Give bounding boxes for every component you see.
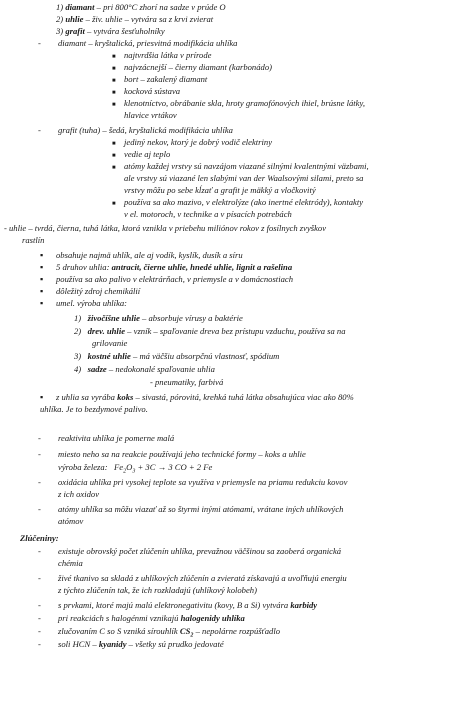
bullet-icon: [112, 196, 116, 210]
top-list-item-3: [56, 25, 165, 37]
iron-formula: $Fe_2O_3 + 3C \to 3$ CO + 2 Fe: [114, 462, 213, 475]
term: živočíšne uhlie: [87, 313, 140, 323]
top-list-item-2: [56, 13, 213, 25]
halogen-prefix: pri reakciách s halogénmi vznikajú: [58, 613, 181, 623]
zluceniny-item: [58, 599, 317, 611]
grafit-item: vedie aj teplo: [124, 149, 171, 159]
dash-marker: -: [38, 477, 41, 487]
grafit-item-continuation: vrstvy môžu po sebe kĺzať a grafit je mäkký a vločkovitý: [124, 185, 316, 195]
list-number: 3): [74, 351, 82, 361]
bullet-icon: [112, 160, 116, 174]
bullet-icon: [40, 391, 43, 403]
list-number: 1): [56, 2, 64, 12]
uhlie-item: [56, 261, 292, 273]
umel-item-4-continuation: - pneumatiky, farbivá: [150, 377, 224, 387]
grafit-item-continuation: v el. motoroch, v technike a v písacích potrebách: [124, 209, 292, 219]
diamant-heading: diamant – kryštalická, priesvitná modifikácia uhlíka: [58, 38, 238, 48]
umel-item-1: [74, 312, 243, 324]
dash-marker: -: [38, 613, 41, 623]
definition: – nedokonalé spaľovanie uhlia: [106, 364, 215, 374]
cs2-prefix: zlučovaním C so S vzniká sírouhlík: [58, 626, 180, 636]
list-number: 2): [56, 14, 64, 24]
definition: – pri 800°C zhorí na sadze v prúde O: [94, 2, 226, 12]
zluceniny-item: [58, 638, 224, 650]
list-number: 3): [56, 26, 64, 36]
term: drev. uhlie: [87, 326, 126, 336]
karbidy-term: karbidy: [290, 600, 318, 610]
koks-prefix: z uhlia sa vyrába: [56, 392, 118, 402]
bullet-icon: [40, 261, 43, 273]
list-number: 1): [74, 313, 82, 323]
karbidy-prefix: s prvkami, ktoré majú malú elektronegativitu (kovy, B a Si) vytvára: [58, 600, 291, 610]
dash-marker: -: [38, 449, 41, 459]
term: kostné uhlie: [87, 351, 131, 361]
grafit-item: atómy každej vrstvy sú navzájom viazané silnými kvalentnými väzbami,: [124, 161, 369, 171]
props-item-continuation: atómov: [58, 516, 84, 526]
props-item: atómy uhlíka sa môžu viazať až so štyrmi inými atómami, vrátane iných uhlíkových: [58, 504, 344, 514]
term: sadze: [87, 364, 107, 374]
diamant-item: najvzácnejší – čierny diamant (karbonádo): [124, 62, 272, 72]
kyanidy-term: kyanidy: [98, 639, 127, 649]
umel-item-3: [74, 350, 279, 362]
bullet-icon: [40, 297, 43, 309]
uhlie-heading: - uhlie – tvrdá, čierna, tuhá látka, ktorá vznikla v priebehu miliónov rokov z fosílnych zvyškov: [4, 223, 327, 233]
koks-term: koks: [117, 392, 134, 402]
halogen-term: halogenidy uhlíka: [180, 613, 245, 623]
definition: – živ. uhlie – vytvára sa z krvi zvierat: [83, 14, 214, 24]
zluceniny-item: existuje obrovský počet zlúčenín uhlíka, prevažnou väčšinou sa zaoberá organická: [58, 546, 342, 556]
dash-marker: -: [38, 546, 41, 556]
top-list-item-1: [56, 1, 226, 13]
uhlie-heading-continuation: rastlín: [22, 235, 45, 245]
uhlie-item: používa sa ako palivo v elektrárňach, v priemysle a v domácnostiach: [56, 274, 293, 284]
diamant-item: najtvrdšia látka v prírode: [124, 50, 212, 60]
zluceniny-heading: Zlúčeniny:: [20, 533, 59, 543]
term: uhlie: [65, 14, 84, 24]
definition: – vytvára šesťuholníky: [84, 26, 165, 36]
grafit-heading: grafit (tuha) – šedá, kryštalická modifikácia uhlíka: [58, 125, 233, 135]
uhlie-item: dôležitý zdroj chemikálií: [56, 286, 141, 296]
dash-marker: -: [38, 433, 41, 443]
diamant-item: klenotníctvo, obrábanie skla, hroty gramofónových ihiel, brúsne látky,: [124, 98, 365, 108]
cs2-rest: – nepolárne rozpúšťadlo: [193, 626, 281, 636]
grafit-item: používa sa ako mazivo, v elektrolýze (ako inertné elektródy), kontakty: [124, 197, 364, 207]
zluceniny-item: [58, 612, 245, 624]
koks-line: [56, 391, 354, 403]
cs2-formula: $CS_2$: [179, 626, 194, 639]
umel-item-2: [74, 325, 346, 337]
definition: – má väčšiu absorpčnú vlastnosť, spódium: [130, 351, 280, 361]
dash-marker: -: [38, 504, 41, 514]
term: diamant: [65, 2, 95, 12]
dash-marker: -: [38, 600, 41, 610]
zluceniny-item-continuation: chémia: [58, 558, 83, 568]
diamant-item: bort – zakalený diamant: [124, 74, 208, 84]
umel-item-4: [74, 363, 215, 375]
zluceniny-item: živé tkanivo sa skladá z uhlíkových zlúčenín a zvieratá získavajú a uvoľňujú energiu: [58, 573, 347, 583]
definition: – absorbuje vírusy a baktérie: [139, 313, 243, 323]
uhlie-druhy-prefix: 5 druhov uhlia:: [56, 262, 112, 272]
props-item: miesto neho sa na reakcie používajú jeho technické formy – koks a uhlie: [58, 449, 306, 459]
dash-marker: -: [38, 573, 41, 583]
props-item-continuation: z ich oxidov: [58, 489, 100, 499]
bullet-icon: [40, 249, 43, 261]
props-item: reaktivita uhlíka je pomerne malá: [58, 433, 175, 443]
koks-rest: – sivastá, pórovitá, krehká tuhá látka obsahujúca viac ako 80%: [133, 392, 354, 402]
dash-marker: -: [38, 639, 41, 649]
diamant-item: kocková sústava: [124, 86, 181, 96]
diamant-item-continuation: hlavice vrtákov: [124, 110, 177, 120]
bullet-icon: [40, 285, 43, 297]
grafit-item-continuation: ale vrstvy sú viazané len slabými van der Waalsovými silami, preto sa: [124, 173, 364, 183]
term: grafit: [65, 26, 85, 36]
props-item: oxidácia uhlíka pri vysokej teplote sa využíva v priemysle na priamu redukciu kovov: [58, 477, 348, 487]
kyanidy-rest: – všetky sú prudko jedovaté: [126, 639, 224, 649]
bullet-icon: [112, 97, 116, 111]
list-number: 2): [74, 326, 82, 336]
kyanidy-prefix: soli HCN –: [58, 639, 99, 649]
uhlie-druhy-list: antracit, čierne uhlie, hnedé uhlie, lignit a rašelina: [111, 262, 293, 272]
list-number: 4): [74, 364, 82, 374]
dash-marker: -: [38, 626, 41, 636]
zluceniny-item-continuation: z týchto zlúčenín tak, že ich rozkladajú (uhlíkový kolobeh): [58, 585, 257, 595]
definition: – vzník – spaľovanie dreva bez prístupu vzduchu, používa sa na: [125, 326, 346, 336]
grafit-item: jediný nekov, ktorý je dobrý vodič elektriny: [124, 137, 273, 147]
bullet-icon: [40, 273, 43, 285]
uhlie-item: umel. výroba uhlíka:: [56, 298, 128, 308]
koks-continuation: uhlíka. Je to bezdymové palivo.: [40, 404, 148, 414]
umel-item-2-continuation: grilovanie: [92, 338, 128, 348]
dash-marker: -: [38, 38, 41, 48]
uhlie-item: obsahuje najmä uhlík, ale aj vodík, kyslík, dusík a síru: [56, 250, 243, 260]
dash-marker: -: [38, 125, 41, 135]
iron-label: výroba železa:: [58, 462, 115, 472]
